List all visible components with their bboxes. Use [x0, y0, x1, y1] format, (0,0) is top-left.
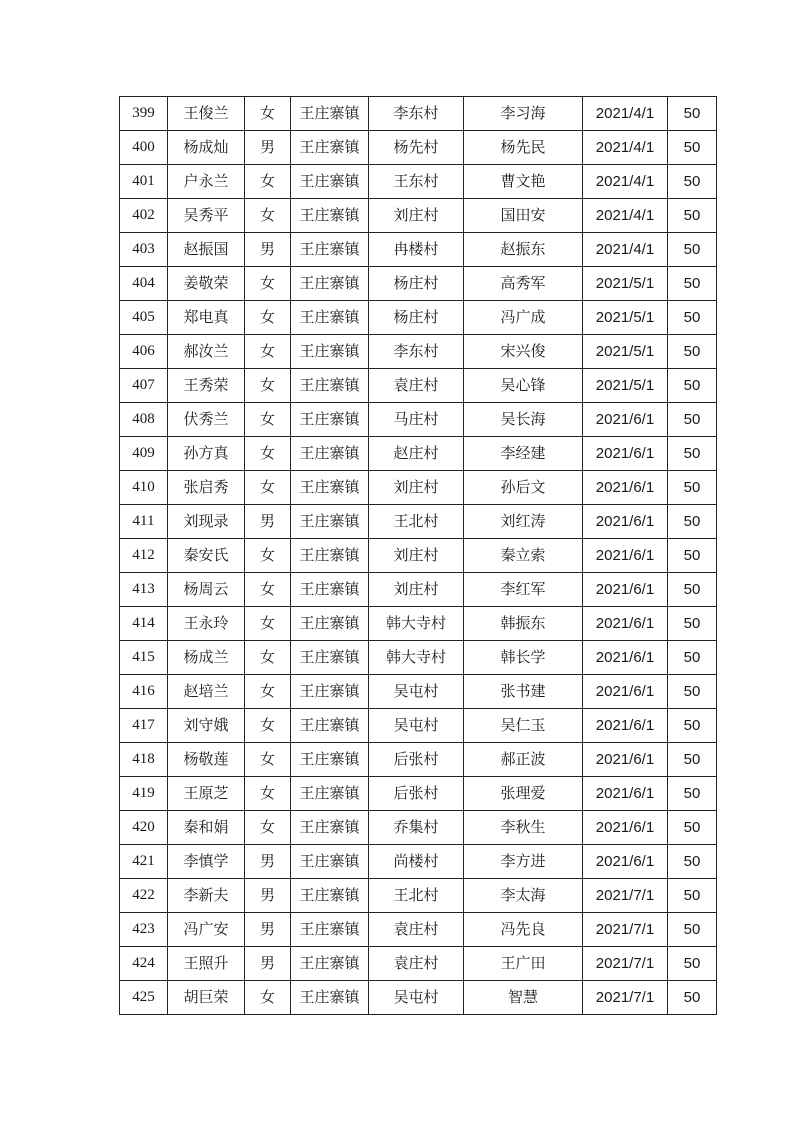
village-cell: 李东村 — [369, 97, 464, 131]
village-cell: 冉楼村 — [369, 233, 464, 267]
village-cell: 袁庄村 — [369, 913, 464, 947]
amount-cell: 50 — [668, 131, 717, 165]
village-cell: 杨庄村 — [369, 301, 464, 335]
date-cell: 2021/6/1 — [583, 403, 668, 437]
gender-cell: 女 — [245, 165, 291, 199]
guardian-cell: 李太海 — [464, 879, 583, 913]
town-cell: 王庄寨镇 — [291, 301, 369, 335]
date-cell: 2021/5/1 — [583, 301, 668, 335]
gender-cell: 女 — [245, 811, 291, 845]
amount-cell: 50 — [668, 505, 717, 539]
serial-number-cell: 401 — [120, 165, 168, 199]
date-cell: 2021/6/1 — [583, 505, 668, 539]
date-cell: 2021/7/1 — [583, 913, 668, 947]
serial-number-cell: 408 — [120, 403, 168, 437]
guardian-cell: 郝正波 — [464, 743, 583, 777]
amount-cell: 50 — [668, 913, 717, 947]
guardian-cell: 韩长学 — [464, 641, 583, 675]
gender-cell: 女 — [245, 301, 291, 335]
village-cell: 杨先村 — [369, 131, 464, 165]
table-row — [120, 845, 717, 879]
amount-cell: 50 — [668, 947, 717, 981]
table-row — [120, 199, 717, 233]
gender-cell: 男 — [245, 505, 291, 539]
name-cell: 王俊兰 — [168, 97, 245, 131]
name-cell: 刘现录 — [168, 505, 245, 539]
town-cell: 王庄寨镇 — [291, 199, 369, 233]
village-cell: 杨庄村 — [369, 267, 464, 301]
town-cell: 王庄寨镇 — [291, 437, 369, 471]
table-row — [120, 607, 717, 641]
amount-cell: 50 — [668, 335, 717, 369]
gender-cell: 女 — [245, 675, 291, 709]
name-cell: 赵振国 — [168, 233, 245, 267]
amount-cell: 50 — [668, 301, 717, 335]
table-row — [120, 165, 717, 199]
serial-number-cell: 422 — [120, 879, 168, 913]
date-cell: 2021/6/1 — [583, 641, 668, 675]
guardian-cell: 李经建 — [464, 437, 583, 471]
date-cell: 2021/4/1 — [583, 131, 668, 165]
name-cell: 王照升 — [168, 947, 245, 981]
serial-number-cell: 403 — [120, 233, 168, 267]
town-cell: 王庄寨镇 — [291, 879, 369, 913]
table-row — [120, 675, 717, 709]
village-cell: 后张村 — [369, 743, 464, 777]
roster-table-body — [120, 97, 717, 1015]
table-row — [120, 437, 717, 471]
town-cell: 王庄寨镇 — [291, 607, 369, 641]
village-cell: 刘庄村 — [369, 471, 464, 505]
date-cell: 2021/4/1 — [583, 97, 668, 131]
serial-number-cell: 410 — [120, 471, 168, 505]
serial-number-cell: 399 — [120, 97, 168, 131]
table-row — [120, 505, 717, 539]
amount-cell: 50 — [668, 743, 717, 777]
name-cell: 李慎学 — [168, 845, 245, 879]
village-cell: 刘庄村 — [369, 199, 464, 233]
serial-number-cell: 407 — [120, 369, 168, 403]
serial-number-cell: 424 — [120, 947, 168, 981]
guardian-cell: 李秋生 — [464, 811, 583, 845]
name-cell: 刘守娥 — [168, 709, 245, 743]
amount-cell: 50 — [668, 437, 717, 471]
town-cell: 王庄寨镇 — [291, 777, 369, 811]
town-cell: 王庄寨镇 — [291, 131, 369, 165]
table-row — [120, 335, 717, 369]
amount-cell: 50 — [668, 777, 717, 811]
name-cell: 郝汝兰 — [168, 335, 245, 369]
town-cell: 王庄寨镇 — [291, 335, 369, 369]
gender-cell: 男 — [245, 233, 291, 267]
table-row — [120, 709, 717, 743]
amount-cell: 50 — [668, 97, 717, 131]
town-cell: 王庄寨镇 — [291, 947, 369, 981]
town-cell: 王庄寨镇 — [291, 471, 369, 505]
guardian-cell: 吴仁玉 — [464, 709, 583, 743]
table-row — [120, 913, 717, 947]
guardian-cell: 张理爱 — [464, 777, 583, 811]
date-cell: 2021/6/1 — [583, 539, 668, 573]
serial-number-cell: 419 — [120, 777, 168, 811]
name-cell: 孙方真 — [168, 437, 245, 471]
date-cell: 2021/6/1 — [583, 811, 668, 845]
date-cell: 2021/7/1 — [583, 879, 668, 913]
town-cell: 王庄寨镇 — [291, 267, 369, 301]
serial-number-cell: 425 — [120, 981, 168, 1015]
guardian-cell: 杨先民 — [464, 131, 583, 165]
town-cell: 王庄寨镇 — [291, 539, 369, 573]
town-cell: 王庄寨镇 — [291, 573, 369, 607]
date-cell: 2021/6/1 — [583, 845, 668, 879]
gender-cell: 女 — [245, 369, 291, 403]
guardian-cell: 李习海 — [464, 97, 583, 131]
serial-number-cell: 420 — [120, 811, 168, 845]
table-row — [120, 947, 717, 981]
date-cell: 2021/4/1 — [583, 199, 668, 233]
guardian-cell: 张书建 — [464, 675, 583, 709]
gender-cell: 男 — [245, 947, 291, 981]
village-cell: 王北村 — [369, 505, 464, 539]
village-cell: 李东村 — [369, 335, 464, 369]
gender-cell: 女 — [245, 199, 291, 233]
serial-number-cell: 404 — [120, 267, 168, 301]
guardian-cell: 刘红涛 — [464, 505, 583, 539]
serial-number-cell: 409 — [120, 437, 168, 471]
name-cell: 杨成兰 — [168, 641, 245, 675]
serial-number-cell: 417 — [120, 709, 168, 743]
name-cell: 郑电真 — [168, 301, 245, 335]
guardian-cell: 李方进 — [464, 845, 583, 879]
village-cell: 王东村 — [369, 165, 464, 199]
name-cell: 户永兰 — [168, 165, 245, 199]
date-cell: 2021/6/1 — [583, 573, 668, 607]
gender-cell: 女 — [245, 607, 291, 641]
town-cell: 王庄寨镇 — [291, 97, 369, 131]
serial-number-cell: 406 — [120, 335, 168, 369]
serial-number-cell: 415 — [120, 641, 168, 675]
date-cell: 2021/7/1 — [583, 981, 668, 1015]
date-cell: 2021/5/1 — [583, 335, 668, 369]
village-cell: 马庄村 — [369, 403, 464, 437]
village-cell: 后张村 — [369, 777, 464, 811]
date-cell: 2021/6/1 — [583, 777, 668, 811]
amount-cell: 50 — [668, 981, 717, 1015]
town-cell: 王庄寨镇 — [291, 165, 369, 199]
date-cell: 2021/6/1 — [583, 675, 668, 709]
amount-cell: 50 — [668, 267, 717, 301]
village-cell: 韩大寺村 — [369, 641, 464, 675]
amount-cell: 50 — [668, 573, 717, 607]
gender-cell: 女 — [245, 743, 291, 777]
table-row — [120, 471, 717, 505]
date-cell: 2021/6/1 — [583, 471, 668, 505]
date-cell: 2021/5/1 — [583, 369, 668, 403]
date-cell: 2021/7/1 — [583, 947, 668, 981]
serial-number-cell: 423 — [120, 913, 168, 947]
amount-cell: 50 — [668, 165, 717, 199]
town-cell: 王庄寨镇 — [291, 505, 369, 539]
amount-cell: 50 — [668, 641, 717, 675]
village-cell: 赵庄村 — [369, 437, 464, 471]
gender-cell: 女 — [245, 641, 291, 675]
guardian-cell: 高秀军 — [464, 267, 583, 301]
table-row — [120, 641, 717, 675]
date-cell: 2021/6/1 — [583, 607, 668, 641]
name-cell: 伏秀兰 — [168, 403, 245, 437]
town-cell: 王庄寨镇 — [291, 369, 369, 403]
village-cell: 王北村 — [369, 879, 464, 913]
table-row — [120, 743, 717, 777]
village-cell: 韩大寺村 — [369, 607, 464, 641]
date-cell: 2021/6/1 — [583, 743, 668, 777]
roster-table — [119, 96, 717, 1015]
guardian-cell: 冯广成 — [464, 301, 583, 335]
gender-cell: 男 — [245, 131, 291, 165]
table-row — [120, 811, 717, 845]
name-cell: 杨成灿 — [168, 131, 245, 165]
gender-cell: 女 — [245, 403, 291, 437]
guardian-cell: 秦立索 — [464, 539, 583, 573]
village-cell: 袁庄村 — [369, 369, 464, 403]
name-cell: 秦和娟 — [168, 811, 245, 845]
table-row — [120, 539, 717, 573]
guardian-cell: 赵振东 — [464, 233, 583, 267]
amount-cell: 50 — [668, 607, 717, 641]
village-cell: 吴屯村 — [369, 709, 464, 743]
serial-number-cell: 418 — [120, 743, 168, 777]
gender-cell: 女 — [245, 471, 291, 505]
gender-cell: 女 — [245, 709, 291, 743]
amount-cell: 50 — [668, 403, 717, 437]
table-row — [120, 777, 717, 811]
table-row — [120, 981, 717, 1015]
amount-cell: 50 — [668, 811, 717, 845]
guardian-cell: 冯先良 — [464, 913, 583, 947]
gender-cell: 女 — [245, 539, 291, 573]
name-cell: 胡巨荣 — [168, 981, 245, 1015]
town-cell: 王庄寨镇 — [291, 981, 369, 1015]
name-cell: 杨敬莲 — [168, 743, 245, 777]
gender-cell: 女 — [245, 335, 291, 369]
gender-cell: 女 — [245, 97, 291, 131]
name-cell: 张启秀 — [168, 471, 245, 505]
serial-number-cell: 414 — [120, 607, 168, 641]
town-cell: 王庄寨镇 — [291, 845, 369, 879]
date-cell: 2021/6/1 — [583, 437, 668, 471]
name-cell: 王永玲 — [168, 607, 245, 641]
town-cell: 王庄寨镇 — [291, 913, 369, 947]
table-row — [120, 369, 717, 403]
serial-number-cell: 411 — [120, 505, 168, 539]
guardian-cell: 智慧 — [464, 981, 583, 1015]
serial-number-cell: 413 — [120, 573, 168, 607]
amount-cell: 50 — [668, 233, 717, 267]
gender-cell: 女 — [245, 437, 291, 471]
gender-cell: 女 — [245, 777, 291, 811]
table-row — [120, 267, 717, 301]
amount-cell: 50 — [668, 709, 717, 743]
guardian-cell: 李红军 — [464, 573, 583, 607]
table-row — [120, 573, 717, 607]
gender-cell: 女 — [245, 573, 291, 607]
name-cell: 吴秀平 — [168, 199, 245, 233]
guardian-cell: 孙后文 — [464, 471, 583, 505]
town-cell: 王庄寨镇 — [291, 709, 369, 743]
serial-number-cell: 400 — [120, 131, 168, 165]
amount-cell: 50 — [668, 539, 717, 573]
name-cell: 赵培兰 — [168, 675, 245, 709]
amount-cell: 50 — [668, 369, 717, 403]
table-row — [120, 97, 717, 131]
date-cell: 2021/4/1 — [583, 233, 668, 267]
serial-number-cell: 405 — [120, 301, 168, 335]
table-row — [120, 131, 717, 165]
gender-cell: 女 — [245, 267, 291, 301]
table-row — [120, 233, 717, 267]
gender-cell: 女 — [245, 981, 291, 1015]
table-row — [120, 879, 717, 913]
name-cell: 秦安氏 — [168, 539, 245, 573]
town-cell: 王庄寨镇 — [291, 641, 369, 675]
serial-number-cell: 416 — [120, 675, 168, 709]
village-cell: 乔集村 — [369, 811, 464, 845]
gender-cell: 男 — [245, 845, 291, 879]
town-cell: 王庄寨镇 — [291, 811, 369, 845]
table-row — [120, 301, 717, 335]
name-cell: 姜敬荣 — [168, 267, 245, 301]
gender-cell: 男 — [245, 913, 291, 947]
serial-number-cell: 402 — [120, 199, 168, 233]
guardian-cell: 韩振东 — [464, 607, 583, 641]
guardian-cell: 吴长海 — [464, 403, 583, 437]
name-cell: 杨周云 — [168, 573, 245, 607]
date-cell: 2021/6/1 — [583, 709, 668, 743]
guardian-cell: 国田安 — [464, 199, 583, 233]
village-cell: 吴屯村 — [369, 675, 464, 709]
guardian-cell: 宋兴俊 — [464, 335, 583, 369]
guardian-cell: 吴心锋 — [464, 369, 583, 403]
gender-cell: 男 — [245, 879, 291, 913]
village-cell: 袁庄村 — [369, 947, 464, 981]
table-row — [120, 403, 717, 437]
amount-cell: 50 — [668, 199, 717, 233]
name-cell: 冯广安 — [168, 913, 245, 947]
date-cell: 2021/4/1 — [583, 165, 668, 199]
guardian-cell: 曹文艳 — [464, 165, 583, 199]
village-cell: 刘庄村 — [369, 573, 464, 607]
village-cell: 刘庄村 — [369, 539, 464, 573]
amount-cell: 50 — [668, 845, 717, 879]
name-cell: 王原芝 — [168, 777, 245, 811]
serial-number-cell: 421 — [120, 845, 168, 879]
amount-cell: 50 — [668, 879, 717, 913]
town-cell: 王庄寨镇 — [291, 743, 369, 777]
serial-number-cell: 412 — [120, 539, 168, 573]
name-cell: 李新夫 — [168, 879, 245, 913]
name-cell: 王秀荣 — [168, 369, 245, 403]
village-cell: 吴屯村 — [369, 981, 464, 1015]
date-cell: 2021/5/1 — [583, 267, 668, 301]
town-cell: 王庄寨镇 — [291, 675, 369, 709]
town-cell: 王庄寨镇 — [291, 403, 369, 437]
guardian-cell: 王广田 — [464, 947, 583, 981]
town-cell: 王庄寨镇 — [291, 233, 369, 267]
amount-cell: 50 — [668, 471, 717, 505]
village-cell: 尚楼村 — [369, 845, 464, 879]
amount-cell: 50 — [668, 675, 717, 709]
